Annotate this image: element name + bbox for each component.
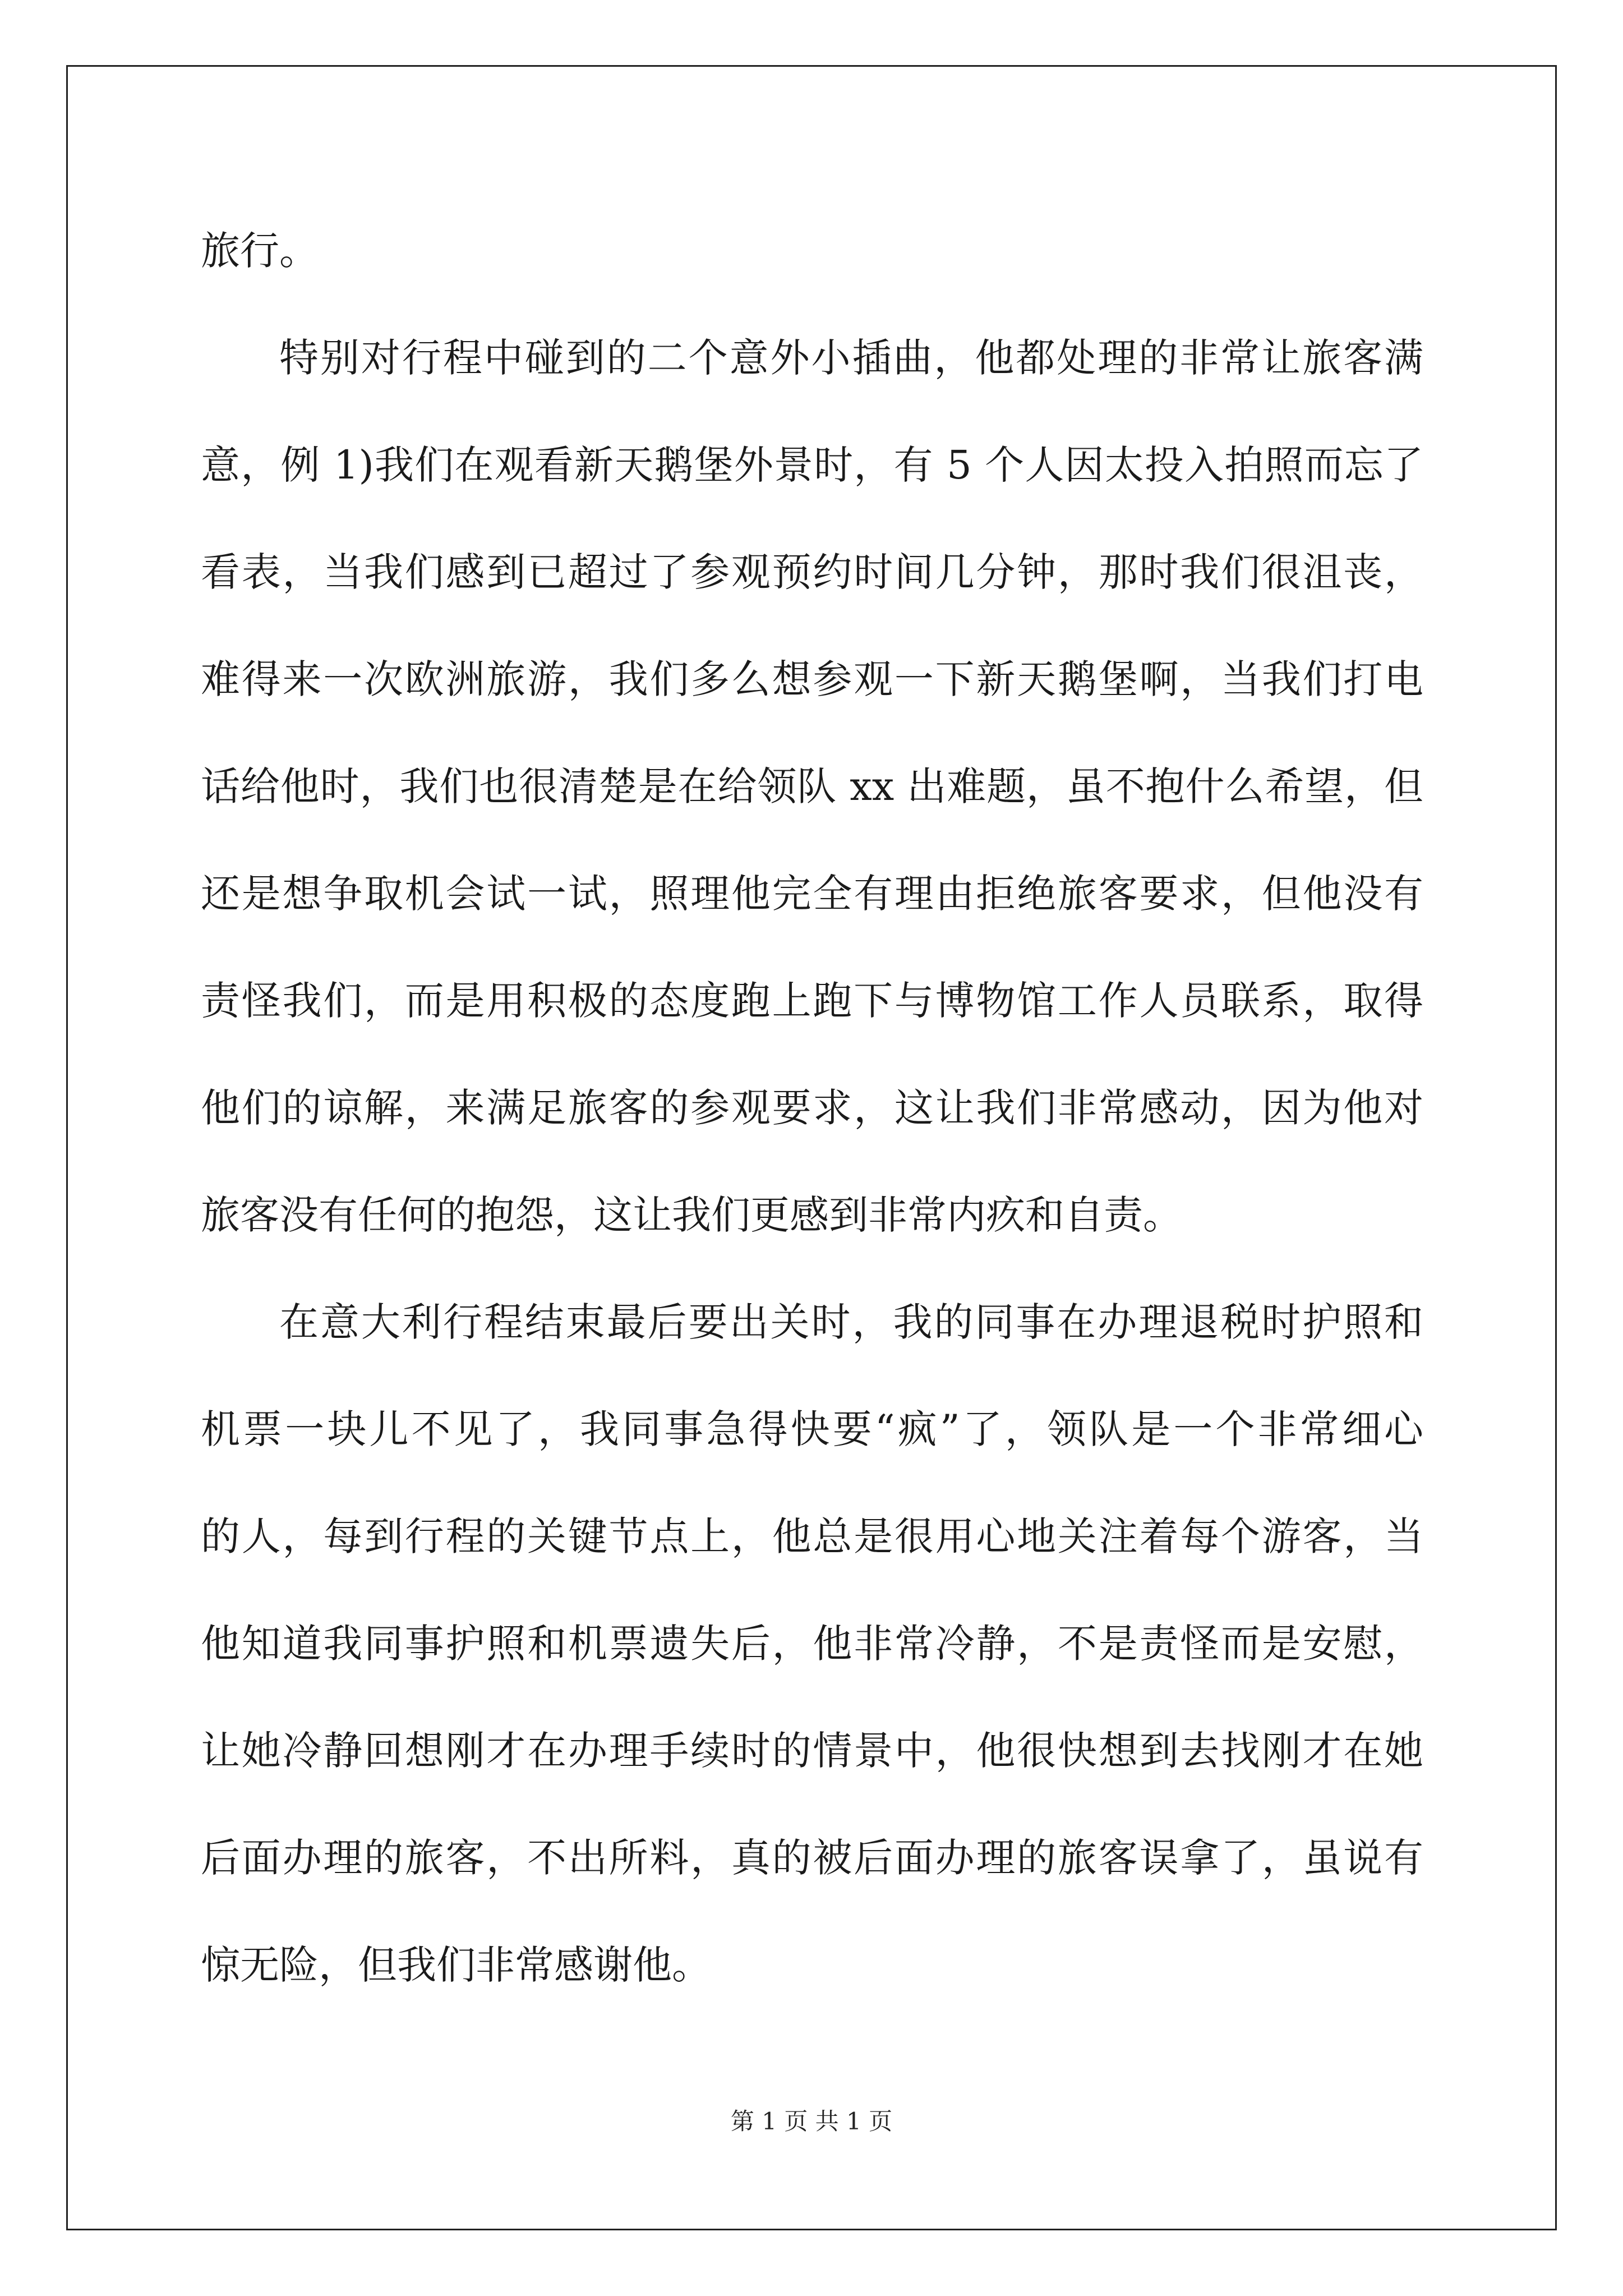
paragraph-line: 惊无险，但我们非常感谢他。 bbox=[201, 1942, 711, 1988]
paragraph-line: 让她冷静回想刚才在办理手续时的情景中，他很快想到去找刚才在她 bbox=[201, 1728, 1423, 1774]
paragraph-line: 旅行。 bbox=[201, 228, 319, 274]
paragraph-line: 还是想争取机会试一试，照理他完全有理由拒绝旅客要求，但他没有 bbox=[201, 871, 1423, 917]
paragraph-line: 的人，每到行程的关键节点上，他总是很用心地关注着每个游客，当 bbox=[201, 1513, 1423, 1559]
paragraph-line: 话给他时，我们也很清楚是在给领队 xx 出难题，虽不抱什么希望，但 bbox=[201, 763, 1423, 809]
paragraph-line: 在意大利行程结束最后要出关时，我的同事在办理退税时护照和 bbox=[279, 1299, 1423, 1345]
document-body bbox=[201, 197, 1423, 2019]
paragraph-line: 特别对行程中碰到的二个意外小插曲，他都处理的非常让旅客满 bbox=[279, 335, 1423, 381]
paragraph-line: 责怪我们，而是用积极的态度跑上跑下与博物馆工作人员联系，取得 bbox=[201, 978, 1423, 1024]
paragraph-line: 后面办理的旅客，不出所料，真的被后面办理的旅客误拿了，虽说有 bbox=[201, 1835, 1423, 1881]
page-footer: 第 1 页 共 1 页 bbox=[730, 2108, 893, 2135]
paragraph-line: 旅客没有任何的抱怨，这让我们更感到非常内疚和自责。 bbox=[201, 1192, 1182, 1238]
paragraph-line: 他们的谅解，来满足旅客的参观要求，这让我们非常感动，因为他对 bbox=[201, 1085, 1423, 1131]
paragraph-line: 意，例 1)我们在观看新天鹅堡外景时，有 5 个人因太投入拍照而忘了 bbox=[201, 442, 1423, 488]
paragraph-line: 机票一块儿不见了，我同事急得快要“疯”了，领队是一个非常细心 bbox=[201, 1406, 1423, 1452]
paragraph-line: 难得来一次欧洲旅游，我们多么想参观一下新天鹅堡啊，当我们打电 bbox=[201, 656, 1423, 702]
paragraph-line: 看表，当我们感到已超过了参观预约时间几分钟，那时我们很沮丧， bbox=[201, 549, 1423, 595]
paragraph-line: 他知道我同事护照和机票遗失后，他非常冷静，不是责怪而是安慰， bbox=[201, 1621, 1423, 1667]
